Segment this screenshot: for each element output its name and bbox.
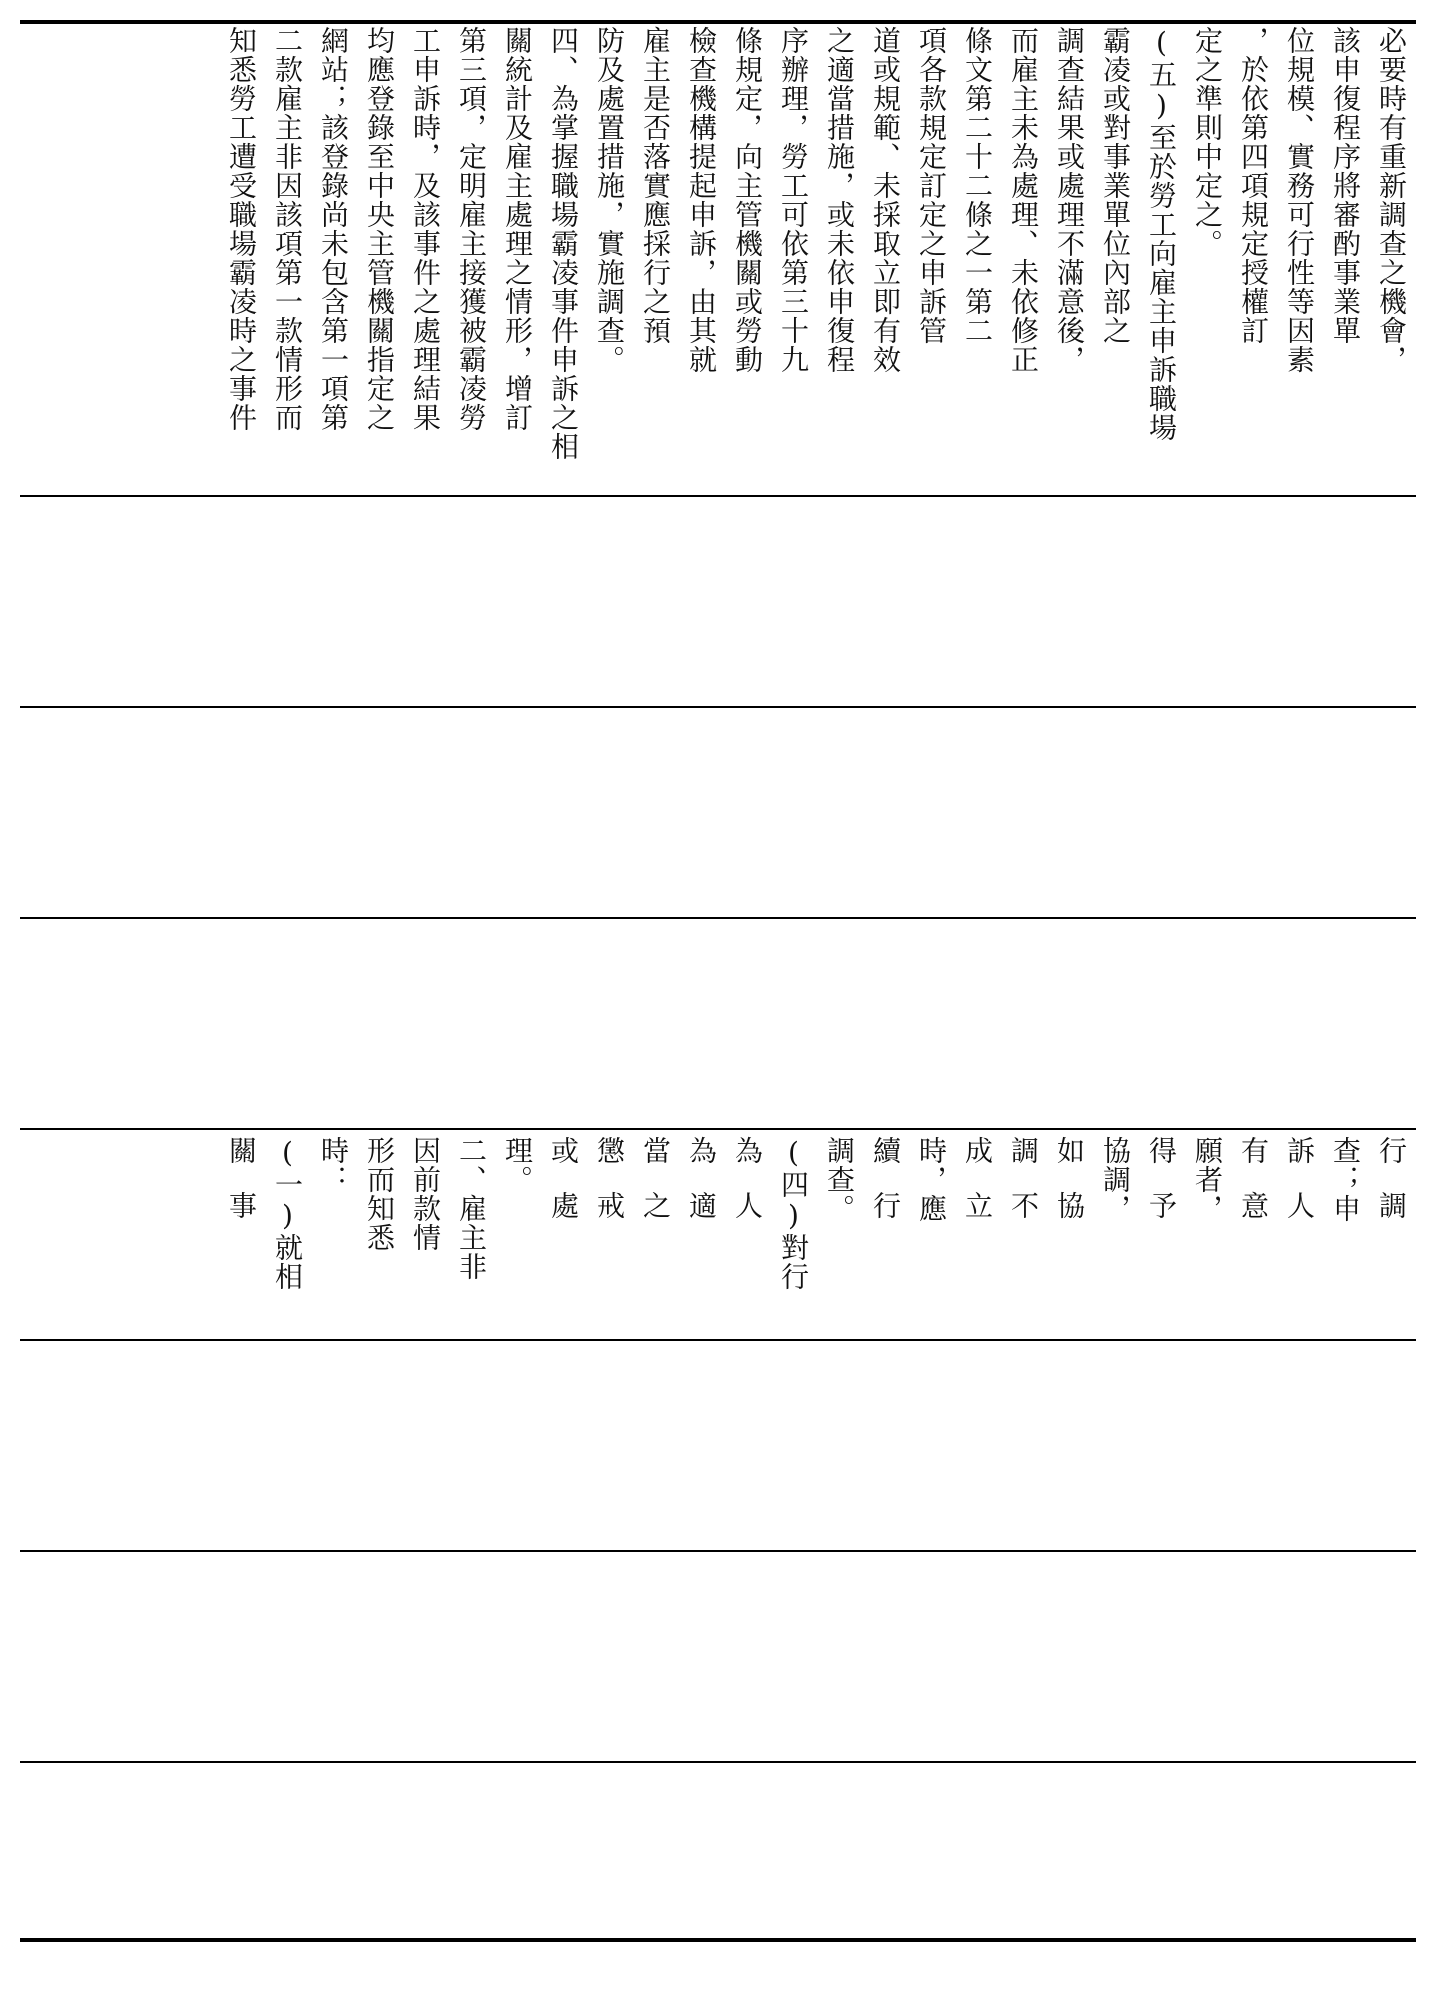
explanation-text-line: 防及處置措施，實施調查。: [593, 26, 626, 374]
explanation-text-line: 條文第二十二條之一第二: [961, 26, 994, 345]
explanation-text-line: 項各款規定訂定之申訴管: [915, 26, 948, 345]
explanation-text-line: 均應登錄至中央主管機關指定之: [363, 26, 396, 432]
article-text-line: 有意: [1237, 1136, 1270, 1246]
row-rule-2: [20, 706, 1416, 708]
article-text-line: (四)對行: [777, 1136, 810, 1291]
explanation-text-line: 知悉勞工遭受職場霸凌時之事件: [225, 26, 258, 432]
article-text-line: 查；申: [1329, 1136, 1362, 1223]
explanation-text-line: (五)至於勞工向雇主申訴職場: [1145, 26, 1178, 442]
explanation-text-line: 條規定，向主管機關或勞動: [731, 26, 764, 374]
explanation-text-line: 定之準則中定之。: [1191, 26, 1224, 258]
empty-cell-3: [24, 921, 1414, 1126]
explanation-text-column: [218, 26, 1414, 492]
explanation-text-line: 四、為掌握職場霸凌事件申訴之相: [547, 26, 580, 461]
explanation-text-line: 必要時有重新調查之機會，: [1375, 26, 1408, 374]
explanation-text-line: 序辦理，勞工可依第三十九: [777, 26, 810, 374]
article-text-line: 協調，: [1099, 1136, 1132, 1223]
article-text-line: 關事: [225, 1136, 258, 1246]
explanation-text-line: 檢查機構提起申訴，由其就: [685, 26, 718, 374]
article-text-line: 調不: [1007, 1136, 1040, 1246]
bottom-rule: [20, 1938, 1416, 1942]
article-text-line: 當之: [639, 1136, 672, 1246]
explanation-text-line: 道或規範、未採取立即有效: [869, 26, 902, 374]
row-rule-5: [20, 1339, 1416, 1341]
article-text-line: 或處: [547, 1136, 580, 1246]
article-text-line: 為適: [685, 1136, 718, 1246]
article-text-line: 因前款情: [409, 1136, 442, 1252]
article-text-line: 形而知悉: [363, 1136, 396, 1252]
explanation-text-line: 網站；該登錄尚未包含第一項第: [317, 26, 350, 432]
explanation-text-line: 而雇主未為處理、未依修正: [1007, 26, 1040, 374]
article-text-line: 如協: [1053, 1136, 1086, 1246]
empty-cell-6: [24, 1765, 1414, 2005]
explanation-text-line: 二款雇主非因該項第一款情形而: [271, 26, 304, 432]
article-text-line: 理。: [501, 1136, 534, 1194]
article-text-line: 行調: [1375, 1136, 1408, 1246]
article-text-line: 調查。: [823, 1136, 856, 1223]
article-text-line: (一)就相: [271, 1136, 304, 1291]
empty-cell-4: [24, 1343, 1414, 1548]
explanation-text-line: 位規模、實務可行性等因素: [1283, 26, 1316, 374]
row-rule-4: [20, 1128, 1416, 1130]
article-text-line: 續行: [869, 1136, 902, 1246]
explanation-text-line: 關統計及雇主處理之情形，增訂: [501, 26, 534, 432]
article-text-line: 時，應: [915, 1136, 948, 1223]
row-rule-3: [20, 917, 1416, 919]
article-text-line: 得予: [1145, 1136, 1178, 1246]
explanation-text-line: 雇主是否落實應採行之預: [639, 26, 672, 345]
article-text-line: 二、雇主非: [455, 1136, 488, 1281]
explanation-text-line: 調查結果或處理不滿意後，: [1053, 26, 1086, 374]
article-text-line: 懲戒: [593, 1136, 626, 1246]
explanation-text-line: 第三項，定明雇主接獲被霸凌勞: [455, 26, 488, 432]
article-text-line: 訴人: [1283, 1136, 1316, 1246]
empty-cell-5: [24, 1554, 1414, 1759]
explanation-text-line: ，於依第四項規定授權訂: [1237, 26, 1270, 345]
row-rule-1: [20, 495, 1416, 497]
article-text-line: 時：: [317, 1136, 350, 1194]
row-rule-6: [20, 1550, 1416, 1552]
explanation-text-line: 該申復程序將審酌事業單: [1329, 26, 1362, 345]
article-text-line: 成立: [961, 1136, 994, 1246]
top-rule: [20, 20, 1416, 24]
empty-cell-1: [24, 499, 1414, 705]
explanation-text-line: 之適當措施，或未依申復程: [823, 26, 856, 374]
article-text-line: 為人: [731, 1136, 764, 1246]
explanation-text-line: 工申訴時，及該事件之處理結果: [409, 26, 442, 432]
cell-amendment-explanation: [24, 26, 1414, 492]
article-text-line: 願者，: [1191, 1136, 1224, 1223]
cell-article-text: [24, 1136, 1414, 1336]
explanation-text-line: 霸凌或對事業單位內部之: [1099, 26, 1132, 345]
row-rule-7: [20, 1761, 1416, 1763]
empty-cell-2: [24, 710, 1414, 915]
article-text-column: [218, 1136, 1414, 1336]
